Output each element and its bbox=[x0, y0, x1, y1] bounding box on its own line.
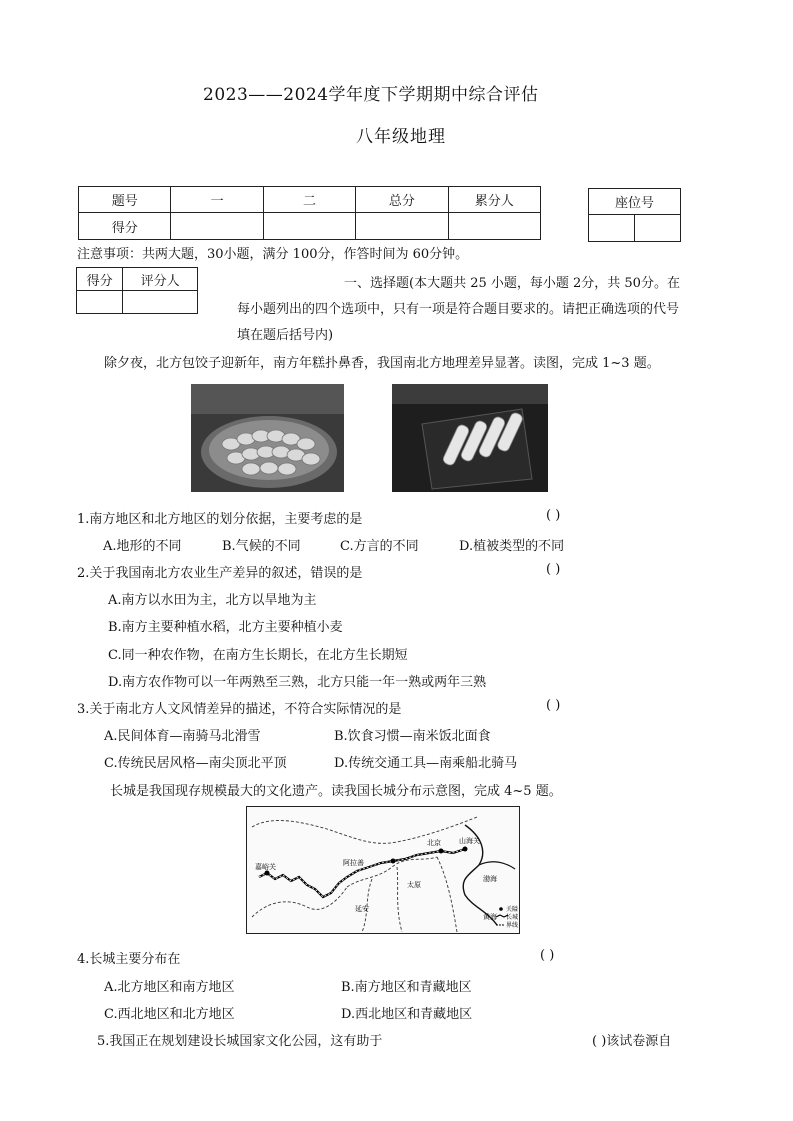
score-table-cell: 二 bbox=[263, 187, 355, 213]
map-label-alashan: 阿拉善 bbox=[343, 859, 364, 867]
question-2-option-c: C.同一种农作物，在南方生长期长，在北方生长期短 bbox=[108, 648, 408, 663]
question-3-stem: 3.关于南北方人文风情差异的描述，不符合实际情况的是 bbox=[77, 702, 402, 717]
map-label-huanghai: 黄海 bbox=[483, 913, 497, 921]
question-2-stem: 2.关于我国南北方农业生产差异的叙述，错误的是 bbox=[77, 566, 363, 581]
question-5-stem: 5.我国正在规划建设长城国家文化公园，这有助于 bbox=[97, 1034, 383, 1049]
grader-input-cell[interactable] bbox=[123, 291, 198, 314]
score-table-cell: 累分人 bbox=[448, 187, 540, 213]
question-2-answer-paren[interactable]: ( ) bbox=[546, 562, 561, 577]
section1-line2: 每小题列出的四个选项中，只有一项是符合题目要求的。请把正确选项的代号 bbox=[237, 302, 680, 317]
grader-input-cell[interactable] bbox=[77, 291, 123, 314]
question-3-option-c: C.传统民居风格—南尖顶北平顶 bbox=[104, 756, 287, 771]
score-table-input-cell[interactable] bbox=[448, 213, 540, 240]
score-table-cell: 题号 bbox=[79, 187, 171, 213]
exam-subtitle: 八年级地理 bbox=[356, 127, 446, 147]
exam-title: 2023——2024学年度下学期期中综合评估 bbox=[203, 85, 539, 105]
question-1-option-a: A.地形的不同 bbox=[103, 539, 182, 554]
notice-text: 注意事项：共两大题，30小题，满分 100分，作答时间为 60分钟。 bbox=[77, 247, 469, 262]
great-wall-map bbox=[246, 806, 520, 934]
map-legend bbox=[496, 905, 518, 929]
map-label-beijing: 北京 bbox=[427, 839, 441, 847]
map-label-bohai: 渤海 bbox=[483, 875, 497, 883]
grader-label: 得分 bbox=[77, 268, 123, 291]
legend-boundary: 界线 bbox=[506, 922, 519, 929]
question-2-option-d: D.南方农作物可以一年两熟至三熟，北方只能一年一熟或两年三熟 bbox=[108, 675, 487, 690]
score-table-cell: 得分 bbox=[79, 213, 171, 240]
question-3-option-a: A.民间体育—南骑马北滑雪 bbox=[104, 729, 261, 744]
section1-line3: 填在题后括号内) bbox=[237, 328, 334, 343]
seat-label: 座位号 bbox=[589, 189, 681, 215]
score-table-input-cell[interactable] bbox=[171, 213, 263, 240]
question-2-option-b: B.南方主要种植水稻，北方主要种植小麦 bbox=[108, 620, 343, 635]
dumplings-photo bbox=[191, 384, 344, 492]
question-1-option-b: B.气候的不同 bbox=[222, 539, 301, 554]
question-2-option-a: A.南方以水田为主，北方以旱地为主 bbox=[108, 593, 317, 608]
niangao-photo bbox=[392, 384, 548, 492]
question-1-stem: 1.南方地区和北方地区的划分依据，主要考虑的是 bbox=[77, 512, 363, 527]
score-table bbox=[78, 186, 541, 240]
seat-table bbox=[588, 188, 681, 242]
question-4-option-c: C.西北地区和北方地区 bbox=[104, 1007, 235, 1022]
section1-line1: 一、选择题(本大题共 25 小题，每小题 2分，共 50分。在 bbox=[344, 276, 680, 291]
intro-text-1: 除夕夜，北方包饺子迎新年，南方年糕扑鼻香，我国南北方地理差异显著。读图，完成 1~3 题。 bbox=[104, 356, 660, 371]
question-3-option-d: D.传统交通工具—南乘船北骑马 bbox=[334, 756, 518, 771]
score-table-input-cell[interactable] bbox=[263, 213, 355, 240]
intro-text-2: 长城是我国现存规模最大的文化遗产。读我国长城分布示意图，完成 4~5 题。 bbox=[110, 784, 562, 799]
score-table-input-cell[interactable] bbox=[356, 213, 448, 240]
map-label-yanan: 延安 bbox=[355, 905, 369, 913]
score-table-cell: 总分 bbox=[356, 187, 448, 213]
question-1-option-d: D.植被类型的不同 bbox=[459, 539, 565, 554]
question-5-answer-paren[interactable]: ( )该试卷源自 bbox=[592, 1034, 672, 1049]
map-label-taiyuan: 太原 bbox=[407, 881, 421, 889]
question-1-answer-paren[interactable]: ( ) bbox=[546, 508, 561, 523]
legend-pass: 关隘 bbox=[506, 906, 519, 913]
seat-input-cell[interactable] bbox=[634, 215, 680, 242]
question-4-answer-paren[interactable]: ( ) bbox=[540, 948, 555, 963]
map-label-shanhaiguan: 山海关 bbox=[459, 837, 480, 845]
question-4-option-a: A.北方地区和南方地区 bbox=[104, 980, 235, 995]
map-label-jiayuguan: 嘉峪关 bbox=[255, 863, 276, 871]
question-4-option-d: D.西北地区和青藏地区 bbox=[341, 1007, 473, 1022]
legend-wall: 长城 bbox=[506, 914, 519, 921]
score-table-cell: 一 bbox=[171, 187, 263, 213]
question-3-option-b: B.饮食习惯—南米饭北面食 bbox=[334, 729, 491, 744]
grader-label: 评分人 bbox=[123, 268, 198, 291]
grader-table bbox=[76, 267, 198, 314]
seat-input-cell[interactable] bbox=[589, 215, 635, 242]
question-4-stem: 4.长城主要分布在 bbox=[77, 952, 181, 967]
question-1-option-c: C.方言的不同 bbox=[340, 539, 419, 554]
question-4-option-b: B.南方地区和青藏地区 bbox=[341, 980, 472, 995]
question-3-answer-paren[interactable]: ( ) bbox=[546, 698, 561, 713]
